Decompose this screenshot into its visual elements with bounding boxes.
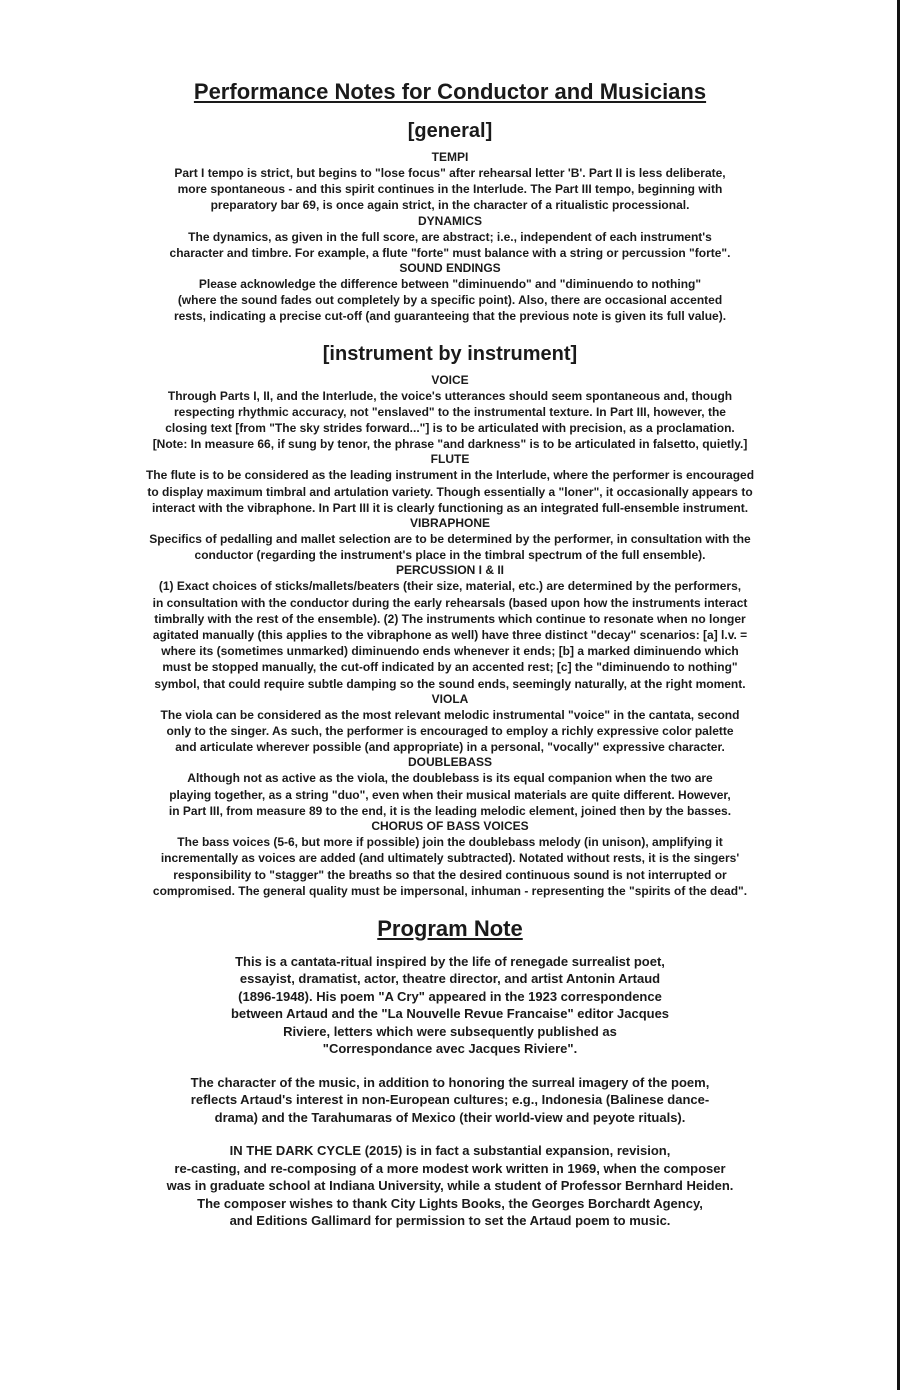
program-paragraph: IN THE DARK CYCLE (2015) is in fact a substantial expansion, revision, re-casting, and re-composing of a more modest work written in 1969, when the composer was in graduate school at Indiana University, while a student of Professor Bernhard Heiden. The composer wishes to thank City Lights Books, the Georges Borchardt Agency, and Editions Gallimard for permission to set the Artaud poem to music. — [166, 1143, 734, 1229]
tempi-text: Part I tempo is strict, but begins to "lose focus" after rehearsal letter 'B'. Part II is less deliberate, more spontaneous - and this spirit continues in the Interlude. The Part III tempo, beginning with preparatory bar 69, is once again strict, in the character of a ritualistic processional. — [174, 166, 726, 213]
voice-text: Through Parts I, II, and the Interlude, the voice's utterances should seem spontaneous and, though respecting rhythmic accuracy, not "enslaved" to the instrumental texture. In Part III, however, the closing text [from "The sky strides forward..."] is to be articulated with precision, as a proclamation. [Note: In measure 66, if sung by tenor, the phrase "and darkness" is to be articulated in falsetto, quietly.] — [152, 388, 748, 452]
doublebass-label: DOUBLEBASS — [407, 755, 492, 770]
dynamics-text: The dynamics, as given in the full score, are abstract; i.e., independent of each instrument's character and timbre. For example, a flute "forte" must balance with a string or percussion "forte". — [169, 229, 731, 260]
program-note-heading: Program Note — [377, 915, 523, 941]
flute-text: The flute is to be considered as the leading instrument in the Interlude, where the performer is encouraged to display maximum timbral and artulation variety. Though essentially a "loner", it occasionally appears to interact with the vibraphone. In Part III it is clearly functioning as an integrated full-ensemble instrument. — [145, 468, 755, 515]
program-note — [60, 953, 840, 1230]
viola-label: VIOLA — [431, 691, 469, 706]
vibraphone-label: VIBRAPHONE — [409, 516, 490, 531]
document-page — [60, 78, 840, 1246]
sound-endings-label: SOUND ENDINGS — [399, 261, 501, 276]
percussion-label: PERCUSSION I & II — [395, 563, 505, 578]
chorus-text: The bass voices (5-6, but more if possible) join the doublebass melody (in unison), amplifying it incrementally as voices are added (and ultimately subtracted). Notated without rests, it is the singers' responsibility to "stagger" the breaths so that the desired continuous sound is not interrupted or compromised. The general quality must be impersonal, inhuman - representing the "spirits of the dead". — [152, 835, 748, 898]
general-heading: [general] — [407, 120, 493, 142]
dynamics-label: DYNAMICS — [417, 213, 482, 228]
percussion-text: (1) Exact choices of sticks/mallets/beaters (their size, material, etc.) are determined by the performers, in consultation with the conductor during the early rehearsals (based upon how the instruments interact timbrally with the rest of the ensemble). (2) The instruments which continue to resonate when no longer agitated manually (this applies to the vibraphone as well) have three distinct "decay" scenarios: [a] l.v. = where its (sometimes unmarked) diminuendo ends whenever it ends; [b] a marked diminuendo which must be stopped manually, the cut-off indicated by an accented rest; [c] the "diminuendo to nothing" symbol, that could require subtle damping so the sound ends, seemingly naturally, at the right moment. — [152, 579, 748, 691]
voice-label: VOICE — [431, 372, 469, 387]
page-title: Performance Notes for Conductor and Musicians — [193, 79, 707, 104]
chorus-label: CHORUS OF BASS VOICES — [371, 819, 529, 834]
program-paragraph: This is a cantata-ritual inspired by the life of renegade surrealist poet, essayist, dramatist, actor, theatre director, and artist Antonin Artaud (1896-1948). His poem "A Cry" appeared in the 1923 correspondence between Artaud and the "La Nouvelle Revue Francaise" editor Jacques Riviere, letters which were subsequently published as "Correspondance avec Jacques Riviere". — [230, 953, 670, 1057]
program-paragraph: The character of the music, in addition to honoring the surreal imagery of the poem, reflects Artaud's interest in non-European cultures; e.g., Indonesia (Balinese dance- drama) and the Tarahumaras of Mexico (their world-view and peyote rituals). — [190, 1074, 710, 1125]
vibraphone-text: Specifics of pedalling and mallet selection are to be determined by the performer, in consultation with the conductor (regarding the instrument's place in the timbral spectrum of the full ensemble). — [149, 532, 751, 563]
doublebass-text: Although not as active as the viola, the doublebass is its equal companion when the two are playing together, as a string "duo", even when their musical materials are quite different. However, in Part III, from measure 89 to the end, it is the leading melodic element, joined then by the basses. — [168, 771, 732, 818]
viola-text: The viola can be considered as the most relevant melodic instrumental "voice" in the cantata, second only to the singer. As such, the performer is encouraged to employ a richly expressive color palette and articulate wherever possible (and appropriate) in a personal, "vocally" expressive character. — [160, 707, 740, 755]
flute-label: FLUTE — [430, 452, 470, 467]
instrument-heading: [instrument by instrument] — [322, 342, 578, 365]
instrument-sections — [60, 373, 840, 899]
tempi-label: TEMPI — [431, 150, 469, 164]
general-sections — [60, 150, 840, 325]
sound-endings-text: Please acknowledge the difference between "diminuendo" and "diminuendo to nothing" (where the sound fades out completely by a specific point). Also, there are occasional accented rests, indicating a precise cut-off (and guaranteeing that the previous note is given its full value). — [173, 277, 727, 324]
